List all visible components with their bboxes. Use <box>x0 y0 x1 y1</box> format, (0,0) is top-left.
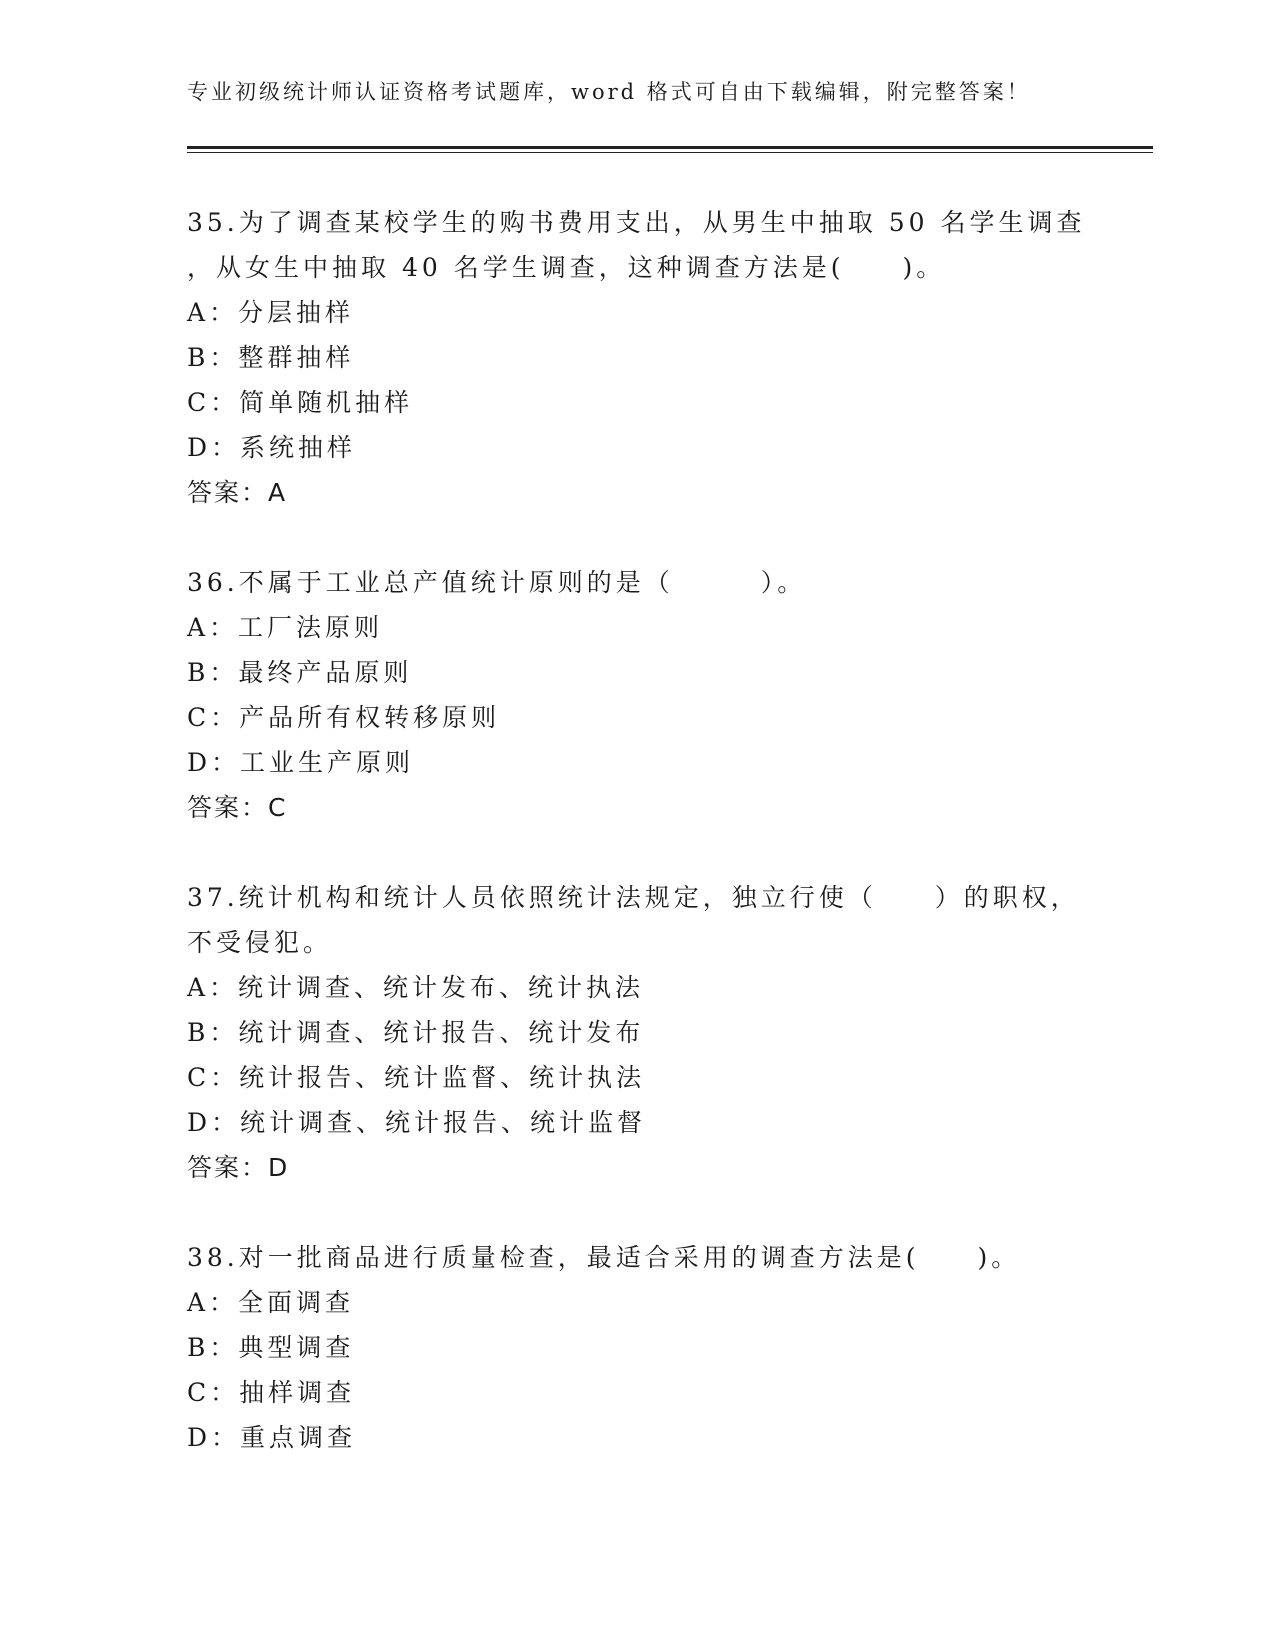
question-36-option-b: B：最终产品原则 <box>187 658 413 687</box>
question-35-option-d: D：系统抽样 <box>187 433 357 462</box>
header-rule-thick <box>187 146 1153 149</box>
question-38-text-line-1: 38.对一批商品进行质量检查，最适合采用的调查方法是( )。 <box>187 1243 1021 1272</box>
question-38-option-b: B：典型调查 <box>187 1333 355 1362</box>
question-36-option-c: C：产品所有权转移原则 <box>187 703 501 732</box>
question-37-option-c: C：统计报告、统计监督、统计执法 <box>187 1063 646 1092</box>
question-38-option-d: D：重点调查 <box>187 1423 357 1452</box>
question-36-option-a: A：工厂法原则 <box>187 613 384 642</box>
question-36-option-d: D：工业生产原则 <box>187 748 415 777</box>
header-rule-thin <box>187 152 1153 153</box>
question-37-option-b: B：统计调查、统计报告、统计发布 <box>187 1018 645 1047</box>
question-35-answer: 答案：A <box>187 478 288 507</box>
question-37-answer: 答案：D <box>187 1153 290 1182</box>
question-35-text-line-2: ，从女生中抽取 40 名学生调查，这种调查方法是( )。 <box>187 253 946 282</box>
question-37-text-line-2: 不受侵犯。 <box>187 928 333 957</box>
question-38-option-c: C：抽样调查 <box>187 1378 356 1407</box>
question-37-option-d: D：统计调查、统计报告、统计监督 <box>187 1108 647 1137</box>
question-35-option-a: A：分层抽样 <box>187 298 355 327</box>
question-37-text-line-1: 37.统计机构和统计人员依照统计法规定，独立行使（ ）的职权， <box>187 883 1080 912</box>
question-37-option-a: A：统计调查、统计发布、统计执法 <box>187 973 645 1002</box>
question-35-option-b: B：整群抽样 <box>187 343 355 372</box>
question-35-option-c: C：简单随机抽样 <box>187 388 414 417</box>
page-header: 专业初级统计师认证资格考试题库，word 格式可自由下载编辑，附完整答案！ <box>187 80 1031 104</box>
question-36-answer: 答案：C <box>187 793 288 822</box>
question-38-option-a: A：全面调查 <box>187 1288 355 1317</box>
question-35-text-line-1: 35.为了调查某校学生的购书费用支出，从男生中抽取 50 名学生调查 <box>187 208 1086 237</box>
question-36-text-line-1: 36.不属于工业总产值统计原则的是（ ）。 <box>187 568 807 597</box>
